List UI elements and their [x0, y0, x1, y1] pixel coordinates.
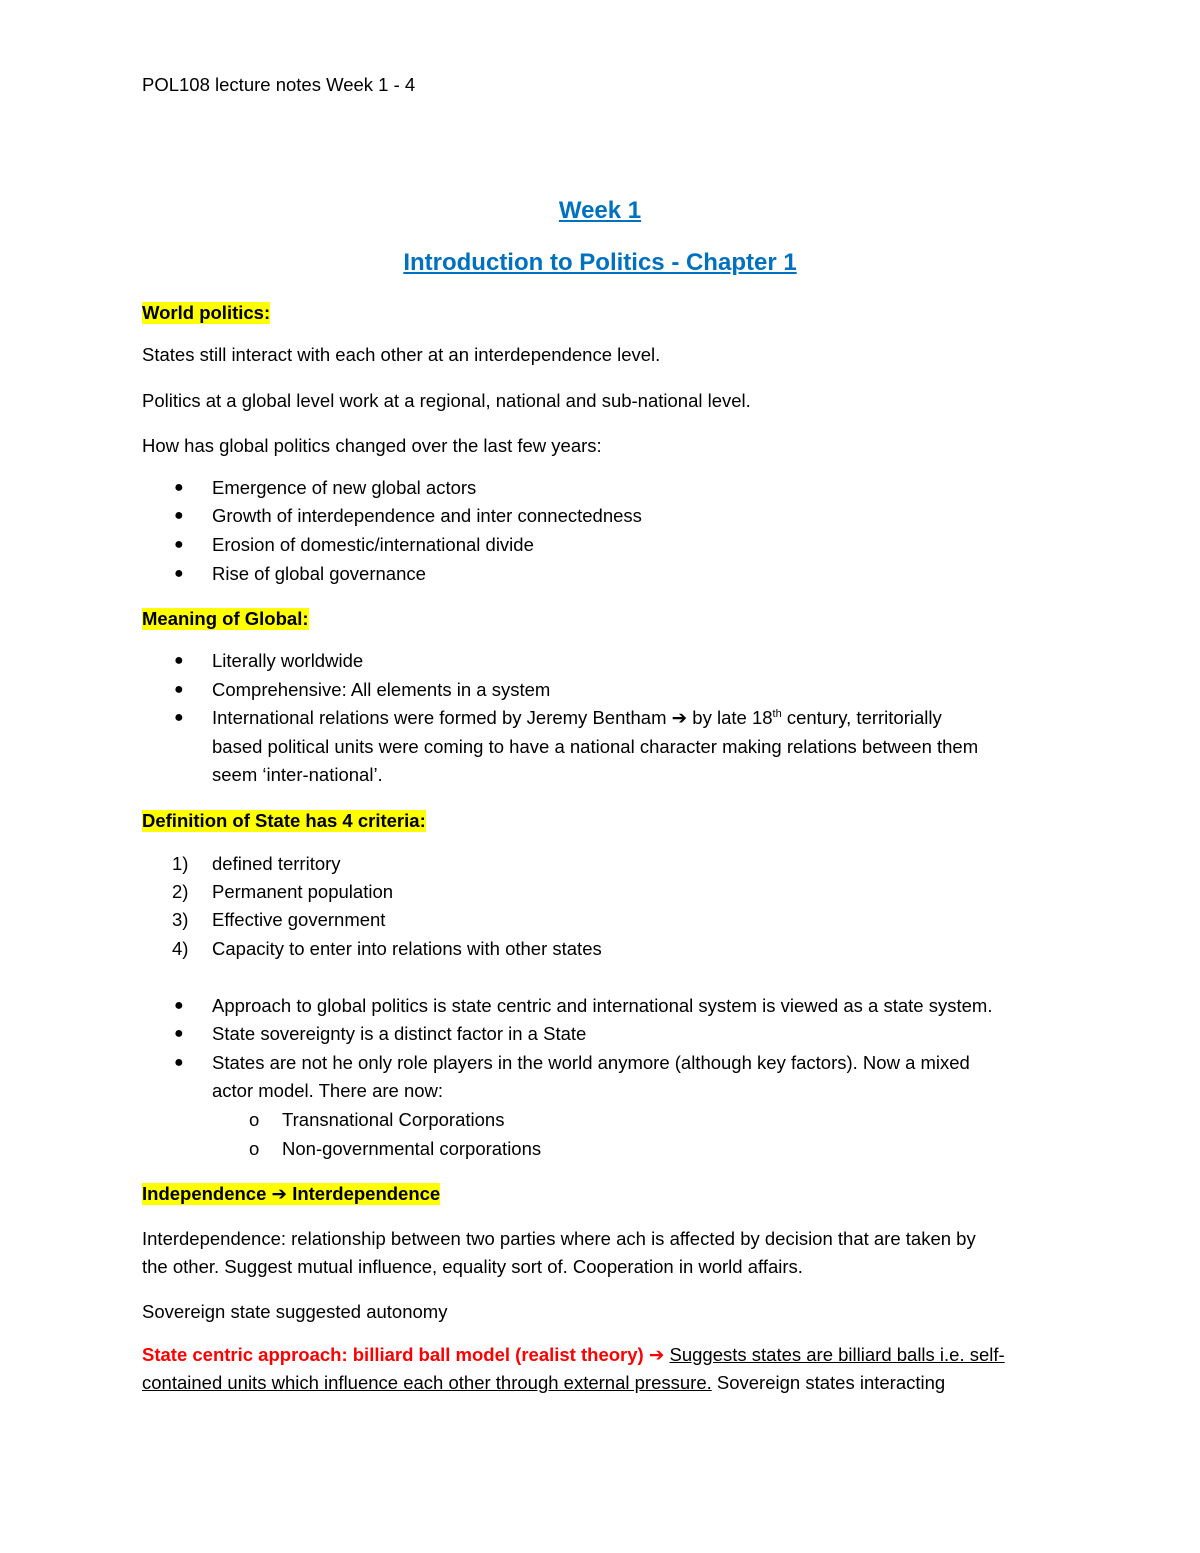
list-item-continuation: actor model. There are now: — [212, 1080, 444, 1101]
bullet-marker: ● — [174, 681, 184, 698]
paragraph-billiard-ball — [142, 1344, 1005, 1366]
sub-list-item: Non-governmental corporations — [282, 1138, 542, 1159]
superscript: th — [772, 707, 782, 720]
bullet-marker: ● — [174, 1054, 184, 1071]
list-item-text: century, territorially — [786, 707, 942, 728]
document-header: POL108 lecture notes Week 1 - 4 — [142, 74, 416, 95]
list-item: Erosion of domestic/international divide — [212, 534, 534, 555]
list-item-continuation: based political units were coming to have a national character making relations between them — [212, 736, 979, 757]
list-item: Emergence of new global actors — [212, 477, 477, 498]
heading-meaning-of-global: Meaning of Global: — [142, 608, 309, 629]
bullet-marker: ● — [174, 1025, 184, 1042]
chapter-title: Introduction to Politics - Chapter 1 — [403, 249, 797, 276]
underlined-text: contained units which influence each other through external pressure. — [142, 1372, 712, 1393]
bullet-marker: ● — [174, 536, 184, 553]
numbered-item: Capacity to enter into relations with other states — [212, 938, 602, 959]
list-item: Comprehensive: All elements in a system — [212, 679, 551, 700]
paragraph: Sovereign state suggested autonomy — [142, 1301, 448, 1322]
paragraph: Politics at a global level work at a regional, national and sub-national level. — [142, 390, 751, 411]
heading-text: Interdependence — [292, 1183, 441, 1204]
list-number: 1) — [172, 853, 189, 874]
list-item: State sovereignty is a distinct factor in a State — [212, 1023, 587, 1044]
heading-world-politics: World politics: — [142, 302, 271, 323]
sub-list-item: Transnational Corporations — [282, 1109, 505, 1130]
list-item-text: by late 18 — [692, 707, 773, 728]
page-title: Week 1 — [558, 197, 642, 224]
paragraph-continuation — [142, 1372, 945, 1394]
bullet-marker: ● — [174, 565, 184, 582]
numbered-item: Effective government — [212, 909, 386, 930]
underlined-text: Suggests states are billiard balls i.e. self- — [669, 1344, 1005, 1365]
list-item: Literally worldwide — [212, 650, 364, 671]
list-item — [212, 707, 942, 729]
numbered-item: Permanent population — [212, 881, 394, 902]
paragraph: Interdependence: relationship between two parties where ach is affected by decision that are taken by — [142, 1228, 976, 1249]
list-item: Approach to global politics is state centric and international system is viewed as a state system. — [212, 995, 993, 1016]
list-number: 2) — [172, 881, 189, 902]
heading-text: Independence — [142, 1183, 267, 1204]
list-item-text: International relations were formed by Jeremy Bentham — [212, 707, 667, 728]
heading-definition-of-state: Definition of State has 4 criteria: — [142, 810, 426, 831]
list-number: 3) — [172, 909, 189, 930]
bullet-marker: ● — [174, 997, 184, 1014]
numbered-item: defined territory — [212, 853, 341, 874]
arrow-icon: ➔ — [648, 1344, 665, 1365]
list-item-continuation: seem ‘inter-national’. — [212, 764, 383, 785]
list-item: Growth of interdependence and inter connectedness — [212, 505, 642, 526]
bullet-marker: ● — [174, 652, 184, 669]
arrow-icon: ➔ — [271, 1183, 288, 1204]
paragraph: How has global politics changed over the last few years: — [142, 435, 602, 456]
paragraph: States still interact with each other at an interdependence level. — [142, 344, 661, 365]
list-item: States are not he only role players in the world anymore (although key factors). Now a mixed — [212, 1052, 970, 1073]
bullet-marker: ● — [174, 507, 184, 524]
bullet-marker: ● — [174, 479, 184, 496]
sub-bullet-marker: o — [249, 1138, 260, 1159]
bullet-marker: ● — [174, 709, 184, 726]
arrow-icon: ➔ — [671, 707, 688, 728]
paragraph-continuation: the other. Suggest mutual influence, equality sort of. Cooperation in world affairs. — [142, 1256, 803, 1277]
sub-bullet-marker: o — [249, 1109, 260, 1130]
red-emphasis: State centric approach: billiard ball model (realist theory) — [142, 1344, 644, 1365]
paragraph-text: Sovereign states interacting — [711, 1372, 946, 1393]
heading-interdependence — [142, 1183, 440, 1205]
list-number: 4) — [172, 938, 189, 959]
list-item: Rise of global governance — [212, 563, 426, 584]
